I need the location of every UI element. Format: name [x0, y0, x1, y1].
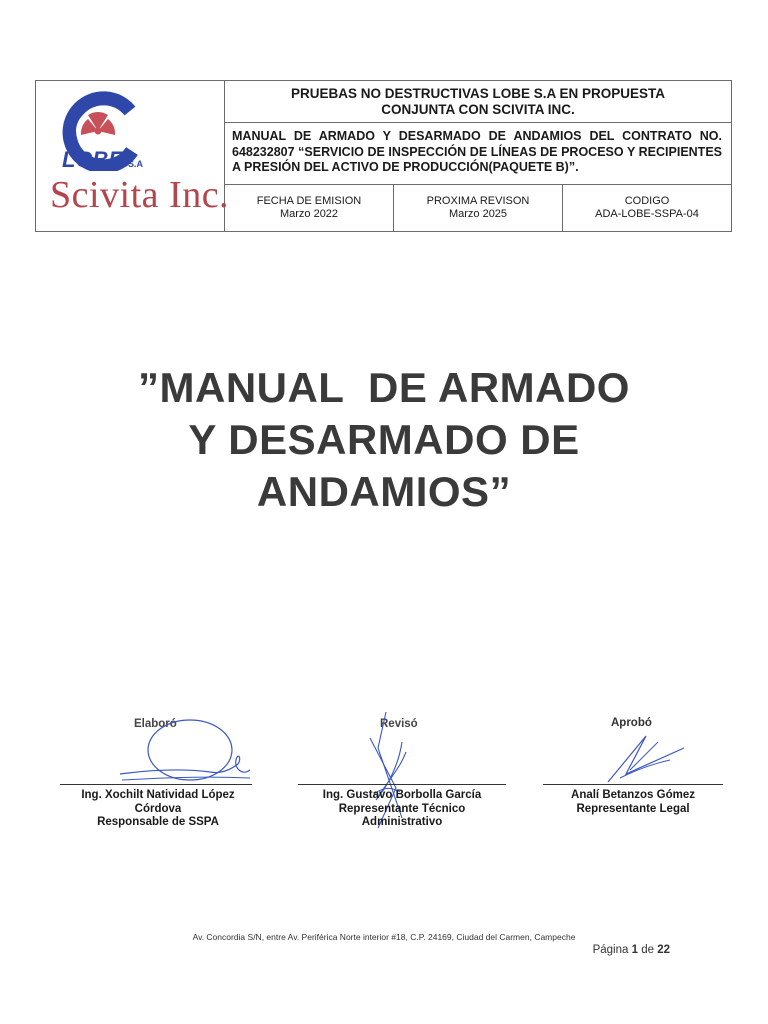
- elaboro-signature-line: [60, 784, 252, 785]
- meta-label: PROXIMA REVISON: [426, 195, 530, 207]
- elaboro-name: Ing. Xochilt Natividad López: [81, 789, 235, 801]
- main-title: [84, 362, 684, 518]
- header-meta-row: [225, 185, 731, 231]
- scivita-logo-text: Scivita Inc.: [50, 174, 230, 216]
- reviso-title: Representante Técnico: [338, 802, 466, 815]
- lobe-wordmark: LOBE: [62, 147, 124, 171]
- page-total: 22: [657, 944, 670, 956]
- meta-value: ADA-LOBE-SSPA-04: [595, 208, 699, 220]
- page-number: [593, 944, 670, 956]
- aprobo-signature-line: [543, 784, 723, 785]
- elaboro-position: Responsable de SSPA: [97, 816, 219, 828]
- meta-emission: [225, 185, 393, 231]
- main-title-line-1: ”MANUAL DE ARMADO: [138, 364, 630, 411]
- meta-code: [562, 185, 731, 231]
- reviso-name-block: [296, 789, 508, 830]
- meta-value: Marzo 2022: [279, 208, 339, 220]
- main-title-line-3: ANDAMIOS”: [256, 468, 512, 515]
- aprobo-name-block: [528, 789, 738, 816]
- reviso-label: Revisó: [380, 718, 418, 730]
- footer-address: Av. Concordia S/N, entre Av. Periférica Norte interior #18, C.P. 24169, Ciudad del Carmen, Campeche: [192, 932, 576, 942]
- header-subtitle: MANUAL DE ARMADO Y DESARMADO DE ANDAMIOS DEL CONTRATO NO. 648232807 “SERVICIO DE INSPECCIÓN DE LÍNEAS DE PROCESO Y RECIPIENTES A PRESIÓN DEL ACTIVO DE PRODUCCIÓN(PAQUETE B)”.: [225, 123, 731, 185]
- document-header: [35, 80, 732, 232]
- logo-cell: [36, 81, 230, 231]
- meta-value: Marzo 2025: [448, 208, 508, 220]
- main-title-line-2: Y DESARMADO DE: [188, 416, 580, 463]
- meta-next-review: [393, 185, 562, 231]
- elaboro-name-cont: Córdova: [134, 802, 182, 815]
- aprobo-label: Aprobó: [611, 717, 652, 729]
- elaboro-name-block: [52, 789, 264, 830]
- lobe-logo: [46, 89, 166, 171]
- aprobo-position: Representante Legal: [576, 802, 690, 815]
- reviso-signature-line: [298, 784, 506, 785]
- meta-label: CODIGO: [624, 195, 670, 207]
- header-title: PRUEBAS NO DESTRUCTIVAS LOBE S.A EN PROPUESTA CONJUNTA CON SCIVITA INC.: [225, 81, 731, 123]
- reviso-position: Administrativo: [361, 816, 443, 828]
- page-sep: de: [641, 944, 654, 956]
- svg-text:S.A: S.A: [128, 159, 144, 169]
- aprobo-signature: [600, 730, 700, 790]
- page-prefix: Página: [592, 944, 629, 956]
- elaboro-label: Elaboró: [134, 718, 177, 730]
- reviso-name: Ing. Gustavo Borbolla García: [322, 789, 482, 801]
- aprobo-name: Analí Betanzos Gómez: [571, 789, 695, 801]
- page-current: 1: [631, 944, 638, 956]
- meta-label: FECHA DE EMISION: [256, 195, 362, 207]
